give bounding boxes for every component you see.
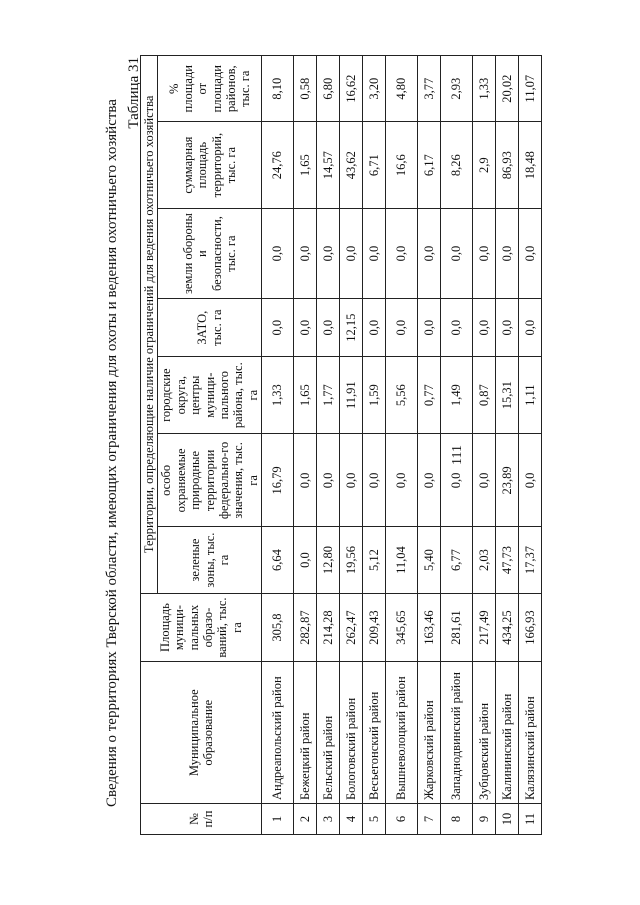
table-row xyxy=(496,55,519,834)
cell-area: 262,47 xyxy=(340,593,363,662)
table-row xyxy=(418,55,441,834)
cell-name: Калязинский район xyxy=(519,661,542,803)
cell-zato: 0,0 xyxy=(363,298,386,356)
cell-city: 5,56 xyxy=(386,356,418,433)
table-row xyxy=(317,55,340,834)
cell-oopt: 23,89 xyxy=(496,433,519,526)
cell-city: 1,11 xyxy=(519,356,542,433)
cell-percent: 20,02 xyxy=(496,55,519,121)
cell-zato: 0,0 xyxy=(496,298,519,356)
cell-name: Бологовский район xyxy=(340,661,363,803)
cell-area: 166,93 xyxy=(519,593,542,662)
cell-oopt: 0,0 xyxy=(386,433,418,526)
cell-num: 1 xyxy=(262,803,294,834)
cell-oopt: 0,0 xyxy=(418,433,441,526)
cell-area: 345,65 xyxy=(386,593,418,662)
cell-zato: 0,0 xyxy=(519,298,542,356)
cell-total: 2,9 xyxy=(473,121,496,207)
cell-total: 43,62 xyxy=(340,121,363,207)
cell-total: 14,57 xyxy=(317,121,340,207)
cell-green: 2,03 xyxy=(473,526,496,592)
cell-city: 11,91 xyxy=(340,356,363,433)
cell-defense: 0,0 xyxy=(441,208,473,299)
cell-num: 7 xyxy=(418,803,441,834)
cell-zato: 12,15 xyxy=(340,298,363,356)
cell-city: 1,65 xyxy=(294,356,317,433)
cell-area: 434,25 xyxy=(496,593,519,662)
cell-defense: 0,0 xyxy=(317,208,340,299)
cell-percent: 11,07 xyxy=(519,55,542,121)
page-number: 111 xyxy=(450,444,465,465)
header-num: № п/п xyxy=(141,803,262,834)
cell-name: Вышневолоцкий район xyxy=(386,661,418,803)
header-green-zones: зеленые зоны, тыс. га xyxy=(158,526,262,592)
cell-city: 0,77 xyxy=(418,356,441,433)
cell-total: 6,17 xyxy=(418,121,441,207)
cell-defense: 0,0 xyxy=(262,208,294,299)
table-row xyxy=(294,55,317,834)
cell-oopt: 0,0 xyxy=(519,433,542,526)
cell-defense: 0,0 xyxy=(473,208,496,299)
cell-defense: 0,0 xyxy=(519,208,542,299)
cell-total: 18,48 xyxy=(519,121,542,207)
cell-total: 24,76 xyxy=(262,121,294,207)
cell-num: 3 xyxy=(317,803,340,834)
cell-green: 11,04 xyxy=(386,526,418,592)
cell-defense: 0,0 xyxy=(386,208,418,299)
header-municipality: Муниципальное образование xyxy=(141,661,262,803)
cell-num: 2 xyxy=(294,803,317,834)
cell-defense: 0,0 xyxy=(363,208,386,299)
cell-defense: 0,0 xyxy=(418,208,441,299)
cell-oopt: 0,0 xyxy=(317,433,340,526)
cell-percent: 8,10 xyxy=(262,55,294,121)
header-defense-lands: земли обороны и безопасности, тыс. га xyxy=(158,208,262,299)
cell-zato: 0,0 xyxy=(294,298,317,356)
table-row xyxy=(441,55,473,834)
cell-percent: 0,58 xyxy=(294,55,317,121)
cell-total: 8,26 xyxy=(441,121,473,207)
table-row xyxy=(363,55,386,834)
cell-percent: 16,62 xyxy=(340,55,363,121)
cell-defense: 0,0 xyxy=(496,208,519,299)
header-total-area: суммарная площадь территорий, тыс. га xyxy=(158,121,262,207)
cell-green: 6,64 xyxy=(262,526,294,592)
cell-area: 305,8 xyxy=(262,593,294,662)
cell-name: Западнодвинский район xyxy=(441,661,473,803)
cell-area: 282,87 xyxy=(294,593,317,662)
table-row xyxy=(262,55,294,834)
cell-num: 5 xyxy=(363,803,386,834)
table-row xyxy=(386,55,418,834)
header-city-districts: городские округа, центры муници-пального района, тыс. га xyxy=(158,356,262,433)
cell-oopt: 0,0 xyxy=(340,433,363,526)
table-row xyxy=(473,55,496,834)
cell-zato: 0,0 xyxy=(441,298,473,356)
cell-num: 11 xyxy=(519,803,542,834)
table-row xyxy=(519,55,542,834)
cell-oopt: 16,79 xyxy=(262,433,294,526)
cell-name: Весьегонский район xyxy=(363,661,386,803)
cell-percent: 6,80 xyxy=(317,55,340,121)
cell-total: 1,65 xyxy=(294,121,317,207)
cell-num: 10 xyxy=(496,803,519,834)
header-percent: % площади от площади районов, тыс. га xyxy=(158,55,262,121)
header-restriction-group: Территории, определяющие наличие ограничений для ведения охотничьего хозяйства xyxy=(141,55,158,593)
cell-green: 17,37 xyxy=(519,526,542,592)
cell-green: 5,40 xyxy=(418,526,441,592)
cell-oopt: 0,0 xyxy=(473,433,496,526)
header-zato: ЗАТО, тыс. га xyxy=(158,298,262,356)
cell-name: Жарковский район xyxy=(418,661,441,803)
cell-area: 217,49 xyxy=(473,593,496,662)
cell-oopt: 0,0 xyxy=(441,433,473,526)
cell-area: 281,61 xyxy=(441,593,473,662)
table-label: Таблица 31 xyxy=(126,56,142,129)
cell-num: 8 xyxy=(441,803,473,834)
cell-area: 209,43 xyxy=(363,593,386,662)
cell-defense: 0,0 xyxy=(294,208,317,299)
cell-green: 12,80 xyxy=(317,526,340,592)
cell-name: Зубцовский район xyxy=(473,661,496,803)
cell-green: 6,77 xyxy=(441,526,473,592)
cell-defense: 0,0 xyxy=(340,208,363,299)
cell-num: 9 xyxy=(473,803,496,834)
cell-name: Андреапольский район xyxy=(262,661,294,803)
cell-total: 16,6 xyxy=(386,121,418,207)
cell-total: 86,93 xyxy=(496,121,519,207)
cell-total: 6,71 xyxy=(363,121,386,207)
cell-oopt: 0,0 xyxy=(363,433,386,526)
cell-name: Бельский район xyxy=(317,661,340,803)
cell-green: 5,12 xyxy=(363,526,386,592)
header-area: Площадь муници-пальных образо-ваний, тыс. га xyxy=(141,593,262,662)
cell-city: 1,59 xyxy=(363,356,386,433)
cell-zato: 0,0 xyxy=(418,298,441,356)
cell-zato: 0,0 xyxy=(386,298,418,356)
cell-green: 47,73 xyxy=(496,526,519,592)
cell-percent: 3,20 xyxy=(363,55,386,121)
rotated-page-content xyxy=(40,53,600,853)
cell-area: 214,28 xyxy=(317,593,340,662)
cell-percent: 4,80 xyxy=(386,55,418,121)
cell-area: 163,46 xyxy=(418,593,441,662)
cell-percent: 2,93 xyxy=(441,55,473,121)
cell-zato: 0,0 xyxy=(473,298,496,356)
cell-name: Калининский район xyxy=(496,661,519,803)
hunting-restrictions-table xyxy=(140,55,542,835)
cell-city: 1,49 xyxy=(441,356,473,433)
cell-percent: 3,77 xyxy=(418,55,441,121)
cell-name: Бежецкий район xyxy=(294,661,317,803)
cell-green: 0,0 xyxy=(294,526,317,592)
cell-percent: 1,33 xyxy=(473,55,496,121)
cell-green: 19,56 xyxy=(340,526,363,592)
table-row xyxy=(340,55,363,834)
cell-city: 1,77 xyxy=(317,356,340,433)
cell-zato: 0,0 xyxy=(317,298,340,356)
cell-city: 1,33 xyxy=(262,356,294,433)
cell-city: 0,87 xyxy=(473,356,496,433)
cell-num: 6 xyxy=(386,803,418,834)
header-protected-areas: особо охраняемые природные территории федерально-го значения, тыс. га xyxy=(158,433,262,526)
cell-zato: 0,0 xyxy=(262,298,294,356)
table-title: Сведения о территориях Тверской области, имеющих ограничения для охоты и ведения охотничьего хозяйства xyxy=(104,98,120,807)
cell-num: 4 xyxy=(340,803,363,834)
cell-city: 15,31 xyxy=(496,356,519,433)
cell-oopt: 0,0 xyxy=(294,433,317,526)
